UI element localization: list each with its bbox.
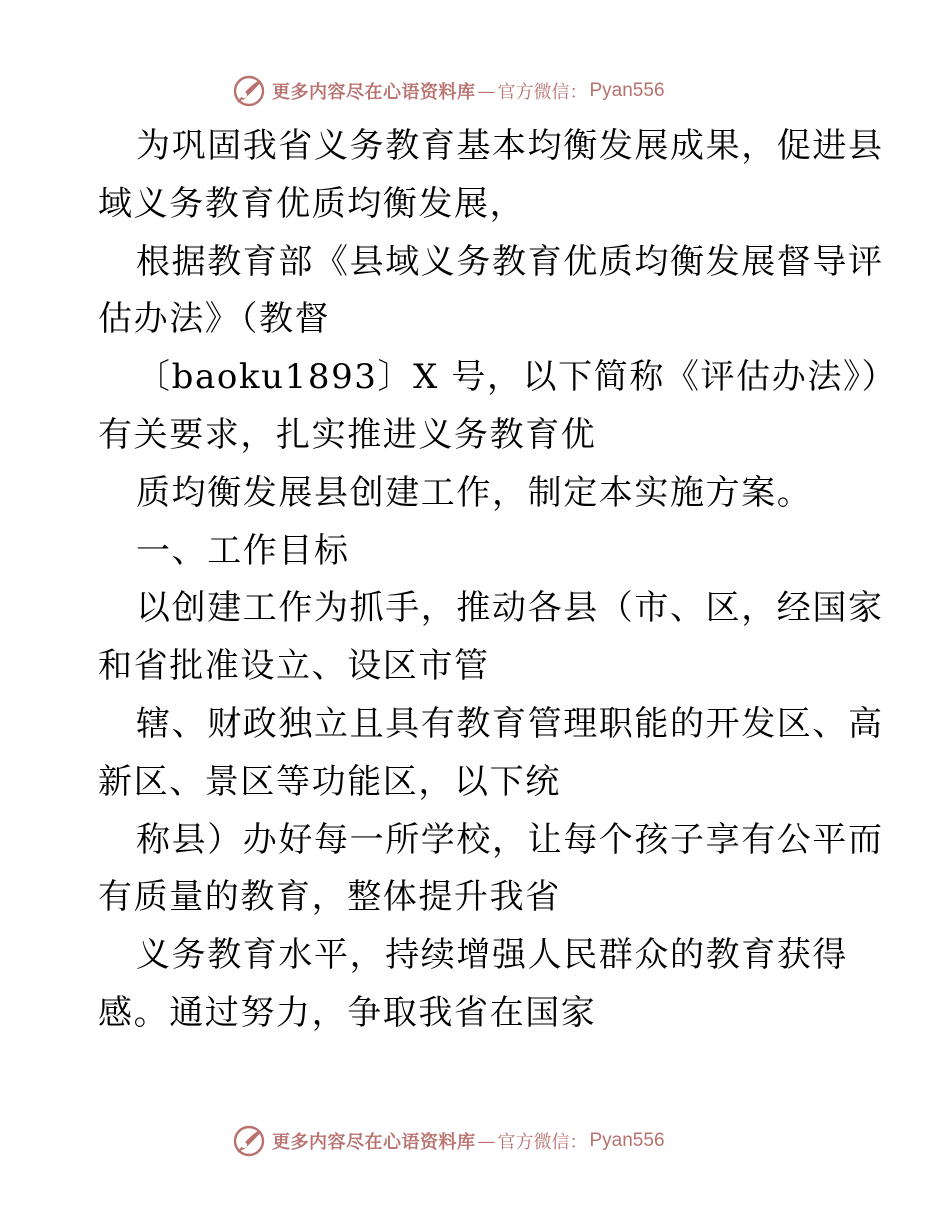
body-text-line: 新区、景区等功能区，以下统 — [98, 761, 561, 802]
body-text-line: 义务教育水平，持续增强人民群众的教育获得 — [136, 935, 848, 976]
body-text-line: 估办法》（教督 — [98, 299, 331, 340]
body-text-line: 感。通过努力，争取我省在国家 — [98, 992, 597, 1033]
watermark-wechat-label: 官方微信： — [497, 82, 588, 103]
body-text-line: 为巩固我省义务教育基本均衡发展成果，促进县 — [136, 126, 884, 166]
watermark-site-name: 更多内容尽在心语资料库 — [272, 82, 476, 103]
body-text-line: 质均衡发展县创建工作，制定本实施方案。 — [136, 472, 813, 513]
body-text-line: 有关要求，扎实推进义务教育优 — [98, 414, 597, 455]
watermark-dash: — — [477, 80, 496, 102]
watermark-wechat-id: Pyan556 — [589, 80, 665, 101]
body-text-line: 辖、财政独立且具有教育管理职能的开发区、高 — [136, 703, 884, 744]
pen-logo-icon — [232, 1124, 266, 1158]
watermark-site-name: 更多内容尽在心语资料库 — [272, 1132, 476, 1153]
pen-logo-icon — [232, 74, 266, 108]
watermark-wechat-label: 官方微信： — [497, 1132, 588, 1153]
body-text-line: 〔baoku1893〕X 号，以下简称《评估办法》） — [136, 357, 898, 398]
document-body — [98, 118, 898, 1043]
footer-watermark — [232, 1122, 665, 1160]
body-text-line: 有质量的教育，整体提升我省 — [98, 877, 561, 918]
body-text-line: 一、工作目标 — [136, 530, 350, 571]
watermark-wechat-id: Pyan556 — [589, 1130, 665, 1151]
body-text-line: 域义务教育优质均衡发展， — [98, 183, 526, 224]
body-text-line: 以创建工作为抓手，推动各县（市、区，经国家 — [136, 588, 884, 629]
body-text-line: 称县）办好每一所学校，让每个孩子享有公平而 — [136, 819, 884, 860]
body-text-line: 和省批准设立、设区市管 — [98, 646, 490, 687]
watermark-dash: — — [477, 1130, 496, 1152]
body-text-line: 根据教育部《县域义务教育优质均衡发展督导评 — [136, 241, 884, 282]
header-watermark — [232, 72, 665, 110]
